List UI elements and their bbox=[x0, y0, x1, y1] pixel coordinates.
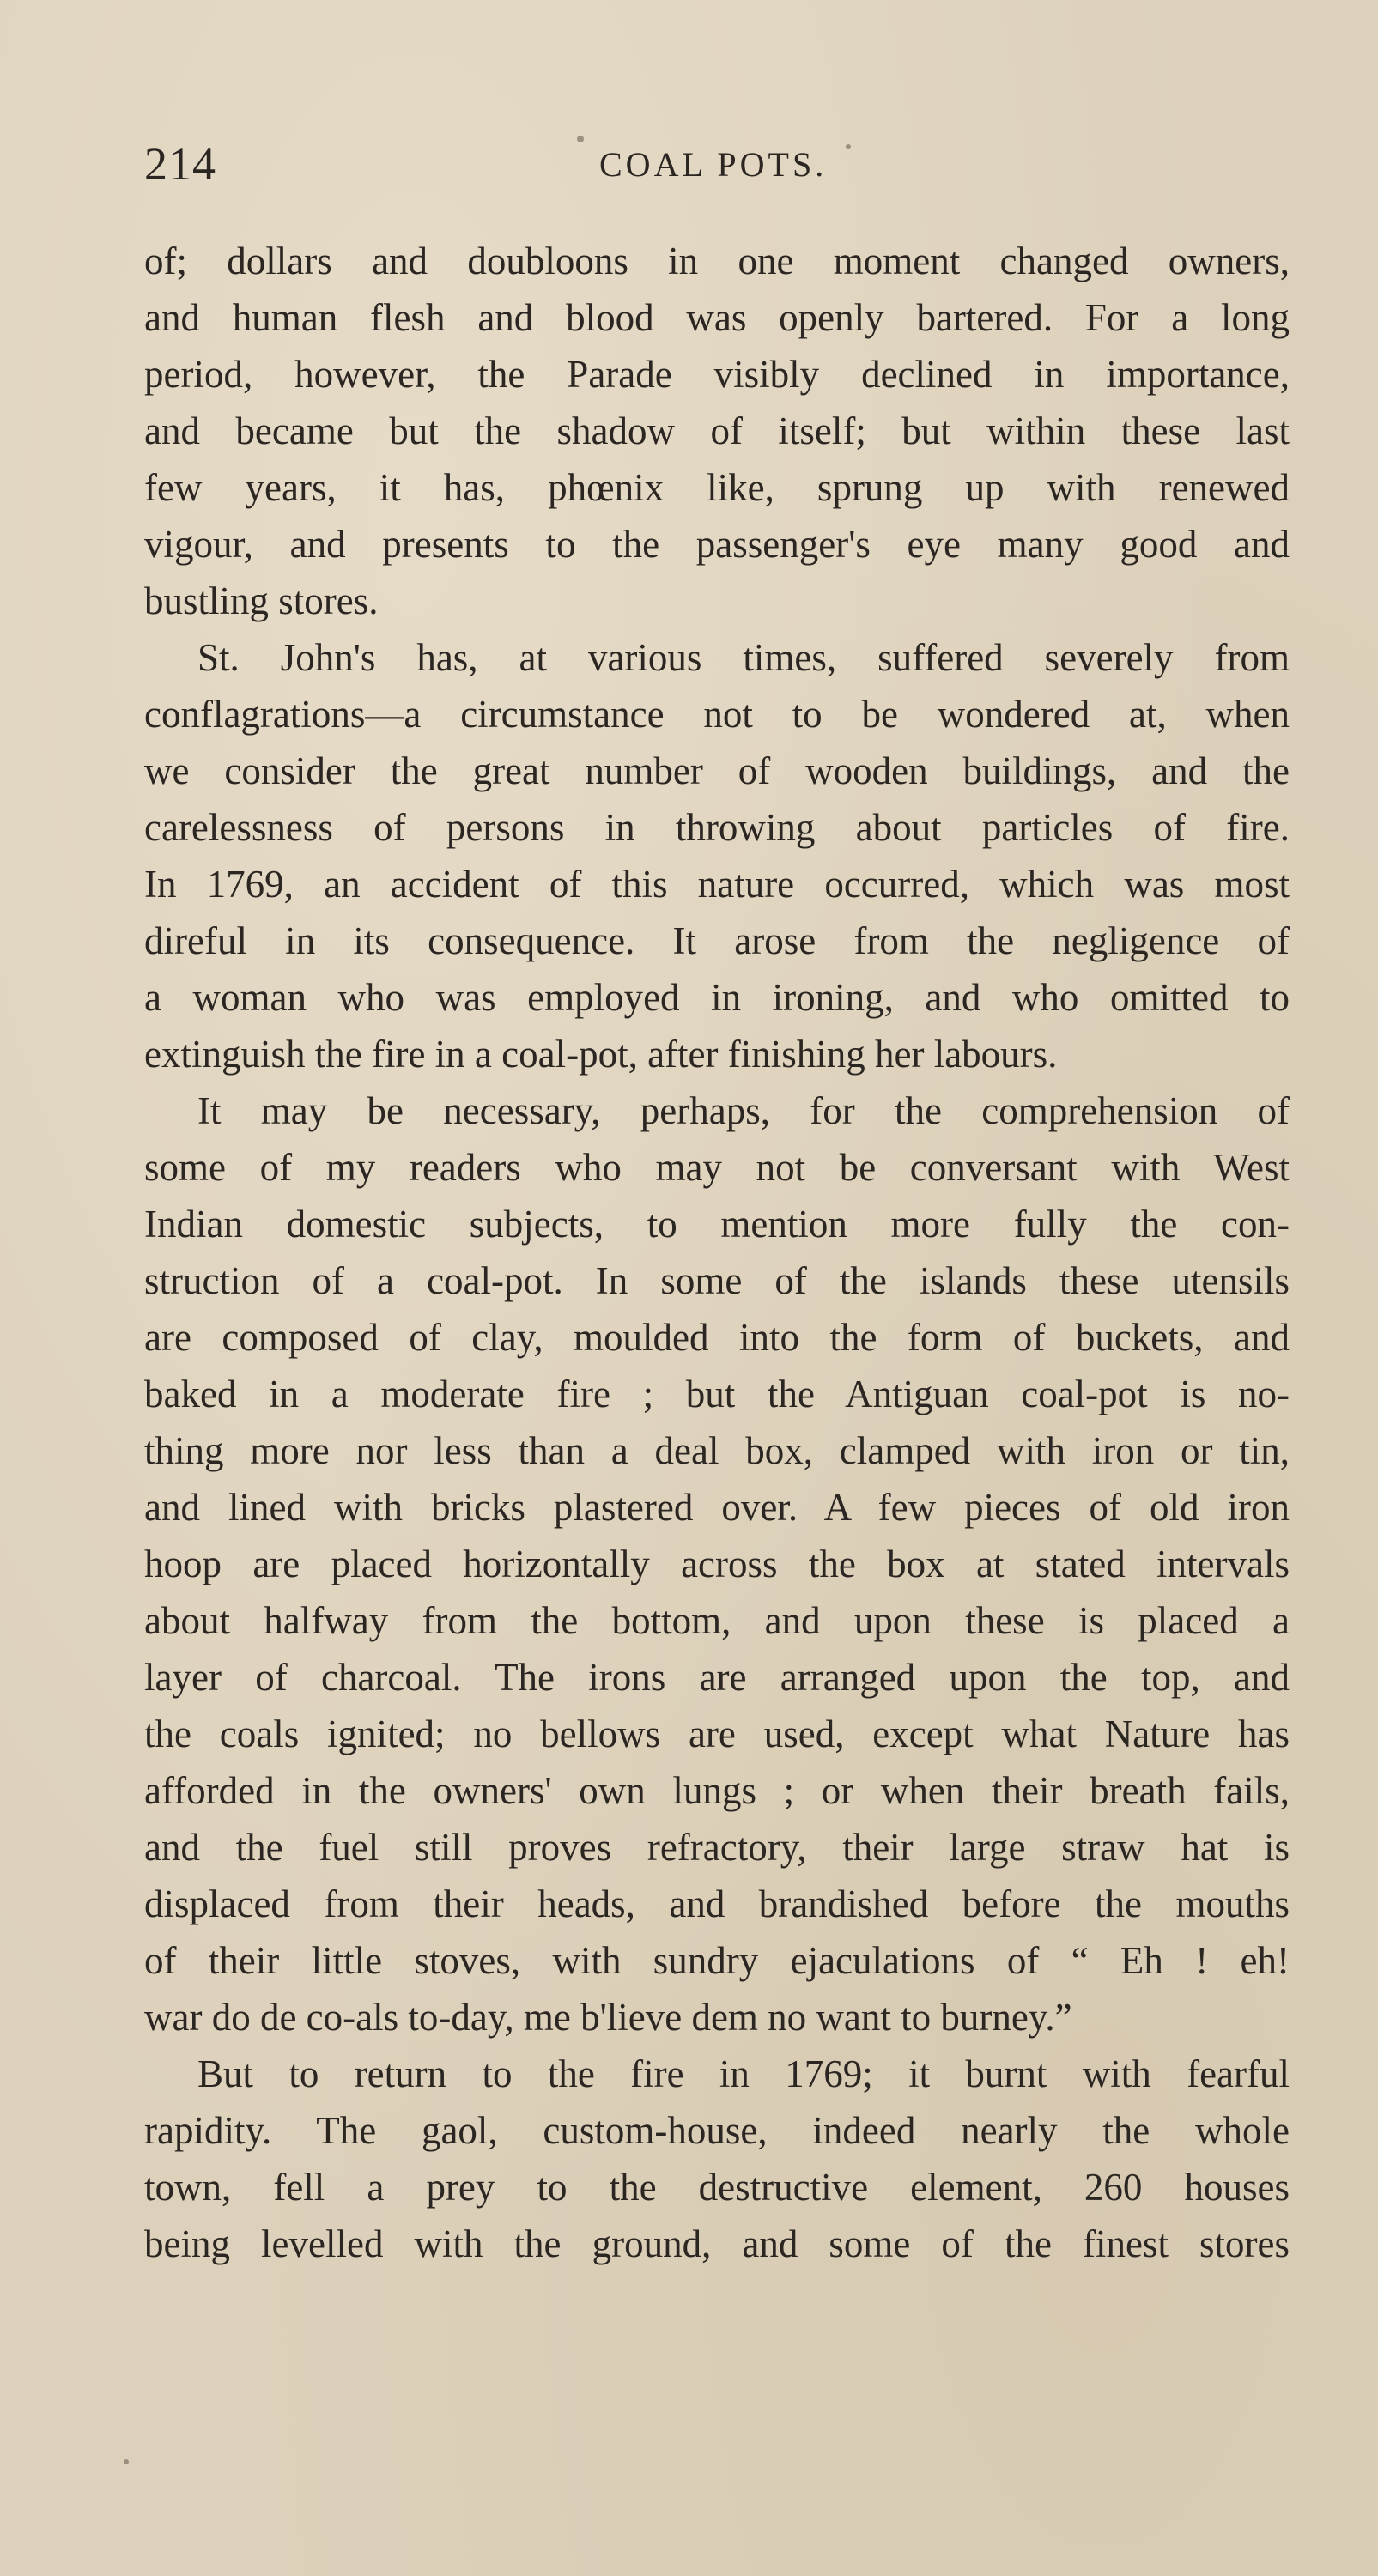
page-number: 214 bbox=[144, 138, 216, 190]
text-line: carelessness of persons in throwing about particles of fire. bbox=[144, 806, 1290, 849]
text-line: St. John's has, at various times, suffered severely from bbox=[197, 636, 1290, 679]
text-line: extinguish the fire in a coal-pot, after finishing her labours. bbox=[144, 1033, 1058, 1076]
text-line: hoop are placed horizontally across the box at stated intervals bbox=[144, 1543, 1290, 1585]
text-line: bustling stores. bbox=[144, 579, 379, 622]
body-text bbox=[144, 233, 1290, 2272]
text-line: rapidity. The gaol, custom-house, indeed nearly the whole bbox=[144, 2109, 1290, 2152]
ink-speck bbox=[846, 144, 851, 149]
text-line: war do de co-als to-day, me b'lieve dem no want to burney.” bbox=[144, 1996, 1072, 2039]
text-line: town, fell a prey to the destructive element, 260 houses bbox=[144, 2166, 1290, 2209]
text-line: the coals ignited; no bellows are used, except what Nature has bbox=[144, 1712, 1290, 1755]
text-line: of; dollars and doubloons in one moment changed owners, bbox=[144, 239, 1290, 282]
text-line: conflagrations—a circumstance not to be wondered at, when bbox=[144, 693, 1290, 736]
running-head: COAL POTS. bbox=[599, 145, 828, 184]
text-line: Indian domestic subjects, to mention more fully the con- bbox=[144, 1203, 1290, 1246]
text-line: of their little stoves, with sundry ejaculations of “ Eh ! eh! bbox=[144, 1939, 1290, 1982]
text-line: period, however, the Parade visibly declined in importance, bbox=[144, 353, 1290, 396]
text-line: layer of charcoal. The irons are arranged upon the top, and bbox=[144, 1656, 1290, 1699]
ink-speck bbox=[124, 2459, 129, 2464]
text-line: we consider the great number of wooden buildings, and the bbox=[144, 749, 1290, 792]
text-line: and human flesh and blood was openly bartered. For a long bbox=[144, 296, 1290, 339]
text-line: few years, it has, phœnix like, sprung up with renewed bbox=[144, 466, 1290, 509]
text-line: direful in its consequence. It arose from the negligence of bbox=[144, 919, 1290, 962]
text-line: But to return to the fire in 1769; it burnt with fearful bbox=[197, 2052, 1290, 2095]
text-line: about halfway from the bottom, and upon these is placed a bbox=[144, 1599, 1290, 1642]
text-line: and lined with bricks plastered over. A few pieces of old iron bbox=[144, 1486, 1290, 1529]
text-line: struction of a coal-pot. In some of the islands these utensils bbox=[144, 1259, 1290, 1302]
text-line: a woman who was employed in ironing, and who omitted to bbox=[144, 976, 1290, 1019]
text-line: It may be necessary, perhaps, for the comprehension of bbox=[197, 1089, 1290, 1132]
text-line: displaced from their heads, and brandished before the mouths bbox=[144, 1882, 1290, 1925]
text-line: and became but the shadow of itself; but within these last bbox=[144, 409, 1290, 452]
text-line: being levelled with the ground, and some of the finest stores bbox=[144, 2222, 1290, 2265]
page-header bbox=[144, 137, 1290, 206]
text-line: vigour, and presents to the passenger's eye many good and bbox=[144, 523, 1290, 566]
text-line: thing more nor less than a deal box, clamped with iron or tin, bbox=[144, 1429, 1290, 1472]
ink-speck bbox=[577, 136, 584, 142]
text-line: baked in a moderate fire ; but the Antiguan coal-pot is no- bbox=[144, 1373, 1290, 1415]
text-line: afforded in the owners' own lungs ; or when their breath fails, bbox=[144, 1769, 1290, 1812]
text-line: some of my readers who may not be conversant with West bbox=[144, 1146, 1290, 1189]
text-line: and the fuel still proves refractory, their large straw hat is bbox=[144, 1826, 1290, 1869]
text-line: In 1769, an accident of this nature occurred, which was most bbox=[144, 863, 1290, 906]
text-line: are composed of clay, moulded into the form of buckets, and bbox=[144, 1316, 1290, 1359]
